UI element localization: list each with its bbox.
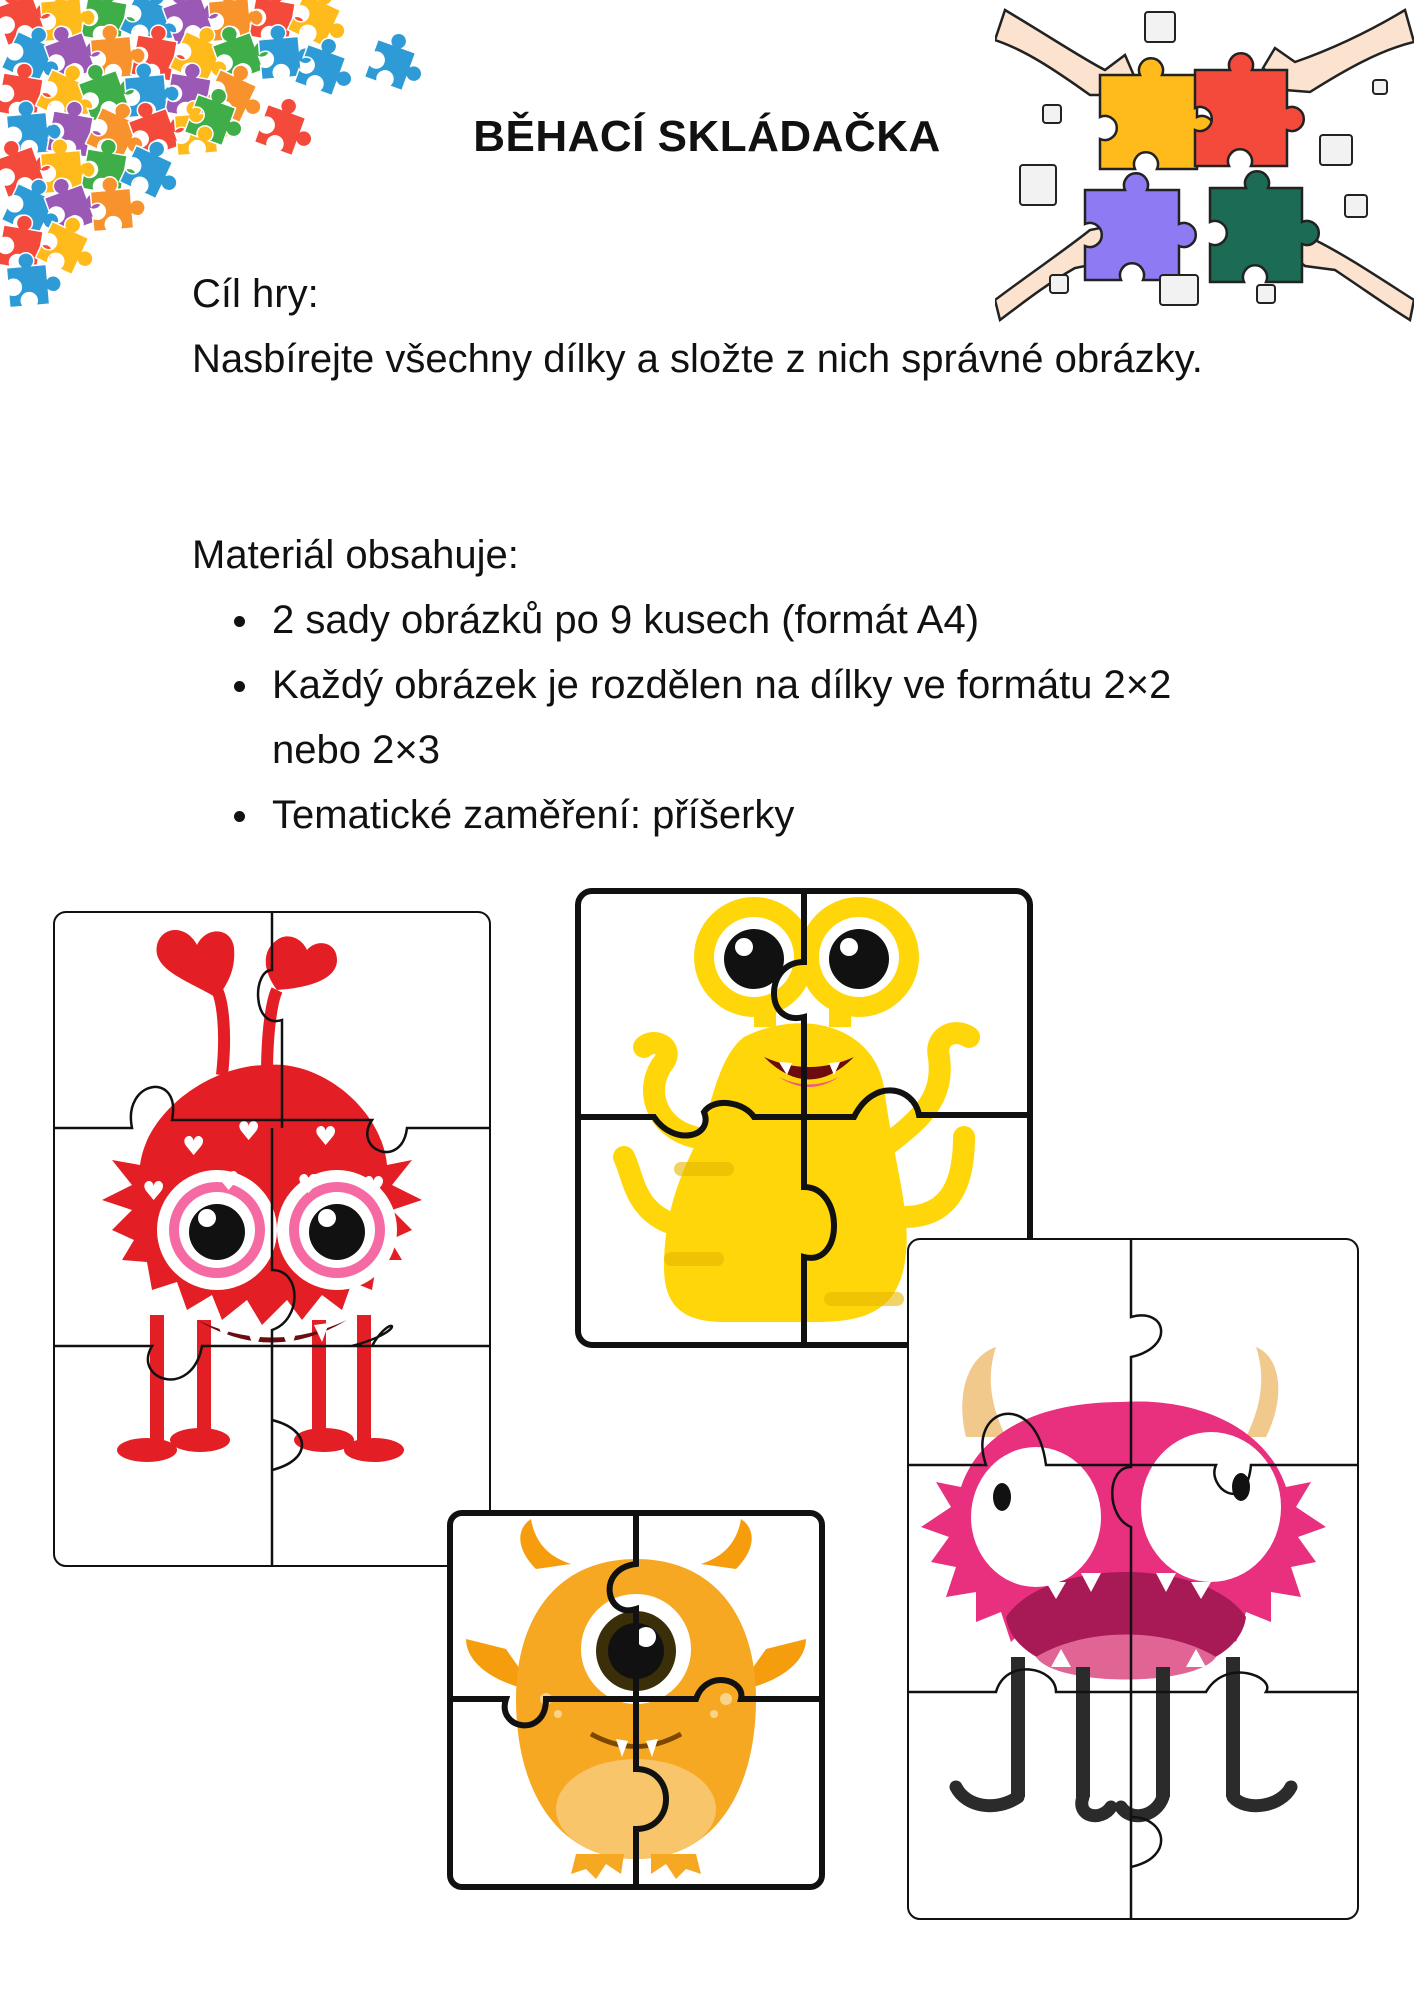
goal-label: Cíl hry:: [192, 272, 319, 316]
puzzle-piece-icon: [5, 250, 63, 308]
svg-text:♥: ♥: [402, 1347, 426, 1377]
svg-text:♥: ♥: [217, 1167, 241, 1197]
red-monster-puzzle: [52, 910, 492, 1570]
puzzle-piece-icon: [89, 174, 147, 232]
material-list: [192, 588, 1172, 848]
svg-text:♥: ♥: [297, 1170, 321, 1200]
svg-text:♥: ♥: [314, 1122, 338, 1152]
puzzle-piece-icon: [364, 27, 432, 95]
list-item: Každý obrázek je rozdělen na dílky ve formátu 2×2 nebo 2×3: [272, 653, 1172, 783]
list-item: 2 sady obrázků po 9 kusech (formát A4): [272, 588, 1172, 653]
orange-monster-puzzle: [446, 1509, 826, 1891]
material-label: Materiál obsahuje:: [192, 533, 519, 577]
page-title: BĚHACÍ SKLÁDAČKA: [473, 112, 941, 161]
svg-text:♥: ♥: [182, 1132, 206, 1162]
hands-with-puzzle-pieces-icon: [995, 0, 1414, 330]
pink-monster-puzzle: [906, 1237, 1360, 1921]
goal-text: Nasbírejte všechny dílky a složte z nich správné obrázky.: [192, 337, 1203, 381]
svg-text:♥: ♥: [362, 1172, 386, 1202]
list-item: Tematické zaměření: příšerky: [272, 783, 1172, 848]
puzzle-piece-icon: [294, 32, 362, 100]
svg-text:♥: ♥: [142, 1177, 166, 1207]
svg-text:♥: ♥: [237, 1117, 261, 1147]
svg-text:♥: ♥: [112, 1347, 136, 1377]
